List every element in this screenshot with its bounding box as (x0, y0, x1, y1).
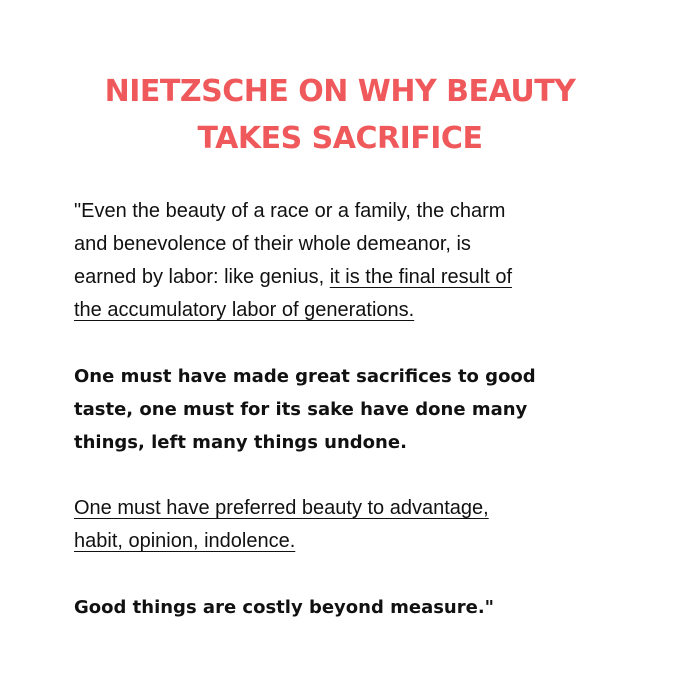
paragraph-1-line-3-underlined: it is the final result of (329, 266, 513, 288)
title-line-2: TAKES SACRIFICE (197, 121, 483, 156)
paragraph-1-line-4-underlined: the accumulatory labor of generations. (74, 299, 415, 321)
paragraph-3-line-2: habit, opinion, indolence. (74, 530, 296, 552)
quote-body (74, 195, 614, 624)
paragraph-4-line-1: Good things are costly beyond measure." (74, 597, 495, 618)
paragraph-1-line-2: and benevolence of their whole demeanor, is (74, 233, 471, 255)
paragraph-1-line-3 (74, 261, 614, 294)
quote-paragraph-1 (74, 195, 614, 327)
quote-paragraph-3 (74, 492, 614, 558)
paragraph-2-line-1: One must have made great sacrifices to good (74, 366, 536, 387)
quote-paragraph-4 (74, 591, 614, 624)
page-title (40, 68, 640, 162)
quote-paragraph-2 (74, 360, 614, 459)
paragraph-2-line-2: taste, one must for its sake have done many (74, 399, 528, 420)
paragraph-2-line-3: things, left many things undone. (74, 432, 407, 453)
title-line-1: NIETZSCHE ON WHY BEAUTY (104, 74, 576, 109)
paragraph-1-line-3-plain: earned by labor: like genius, (74, 266, 330, 288)
paragraph-3-line-1: One must have preferred beauty to advantage, (74, 497, 489, 519)
paragraph-1-line-1: "Even the beauty of a race or a family, the charm (74, 200, 506, 222)
